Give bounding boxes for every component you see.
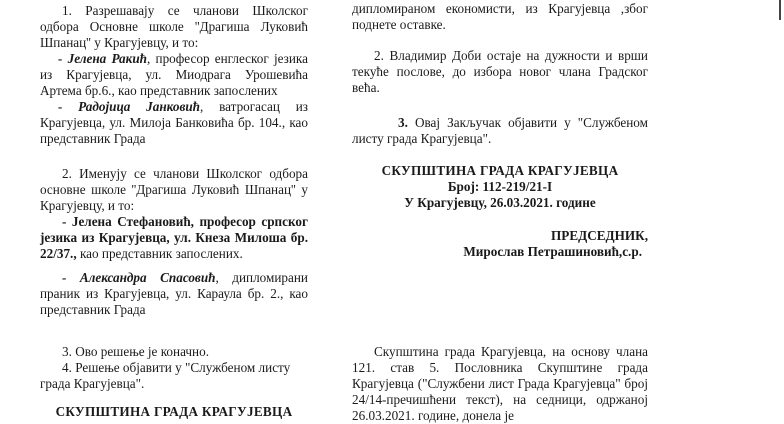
document-number: Број: 112-219/21-I bbox=[447, 179, 553, 194]
item-3-right-number: 3. bbox=[398, 115, 408, 130]
item-2-right-number: 2. bbox=[374, 48, 384, 63]
member-details: , професор енглеског језика из Крагујевца, ул. Миодрага Урошевића Артема бр.6., као представник запослених bbox=[40, 51, 308, 98]
item-2-member-2 bbox=[40, 270, 308, 318]
member-details: , дипломирани праник из Крагујевца, ул. Караула бр. 2., као представник Града bbox=[40, 270, 308, 317]
signature-block bbox=[352, 163, 648, 211]
item-1-member-1 bbox=[40, 51, 308, 99]
member-details: као представник запослених. bbox=[79, 246, 243, 261]
scan-edge-mark bbox=[779, 0, 781, 20]
item-4 bbox=[40, 360, 308, 392]
item-1-member-2 bbox=[40, 99, 308, 147]
item-1-number: 1. bbox=[62, 3, 72, 18]
item-2-number: 2. bbox=[62, 166, 72, 181]
item-2-right bbox=[352, 48, 648, 96]
member-name: - Радојица Јанковић bbox=[58, 99, 200, 114]
member-name: - Јелена Ракић bbox=[58, 51, 147, 66]
president-name: Мирослав Петрашиновић,с.р. bbox=[463, 244, 642, 259]
preamble-text: Скупштина града Крагујевца, на основу члана 121. став 5. Пословника Скупштине града Крагујевца ("Службени лист Града Крагујевца" број 24/14-пречишћени текст), на седници, одржаној 26.03.2021. године, донела је bbox=[352, 344, 648, 423]
left-footer bbox=[40, 404, 308, 420]
continuation-text: дипломираном економисти, из Крагујевца ,због поднете оставке. bbox=[352, 1, 648, 32]
item-3-number: 3. bbox=[62, 344, 72, 359]
item-3-text: Ово решење је коначно. bbox=[75, 344, 209, 359]
president-title: ПРЕДСЕДНИК, bbox=[551, 228, 648, 243]
item-1-intro: Разрешавају се чланови Школског одбора Основне школе ''Драгиша Луковић Шпанац'' у Крагујевцу, и то: bbox=[40, 3, 308, 50]
president-block bbox=[352, 228, 648, 260]
member-name: - Јелена Стефановић, професор српског језика из Крагујевца, ул. Кнеза Милоша бр. 22/37., bbox=[40, 214, 308, 261]
item-3-right-text: Овај Закључак објавити у "Службеном листу града Крагујевца". bbox=[352, 115, 648, 146]
item-2-member-1 bbox=[40, 214, 308, 262]
item-3-right bbox=[352, 115, 648, 147]
item-3 bbox=[40, 344, 308, 360]
item-4-number: 4. bbox=[62, 360, 72, 375]
assembly-title: СКУПШТИНА ГРАДА КРАГУЈЕВЦА bbox=[55, 404, 293, 419]
item-2-right-text: Владимир Доби остаје на дужности и врши текуће послове, до избора новог члана Градског већа. bbox=[352, 48, 648, 95]
member-name: - Александра Спасовић bbox=[62, 270, 216, 285]
item-4-text: Решење објавити у "Службеном листу града Крагујевца". bbox=[40, 360, 291, 391]
place-date: У Крагујевцу, 26.03.2021. године bbox=[404, 195, 596, 210]
item-1 bbox=[40, 3, 308, 147]
item-2-intro: Именују се чланови Школског одбора основне школе ''Драгиша Луковић Шпанац'' у Крагујевцу, и то: bbox=[40, 166, 309, 213]
assembly-name: СКУПШТИНА ГРАДА КРАГУЈЕВЦА bbox=[381, 163, 619, 178]
item-2 bbox=[40, 166, 308, 318]
member-details: , ватрогасац из Крагујевца, ул. Милоја Банковића бр. 104., као представник Града bbox=[40, 99, 308, 146]
